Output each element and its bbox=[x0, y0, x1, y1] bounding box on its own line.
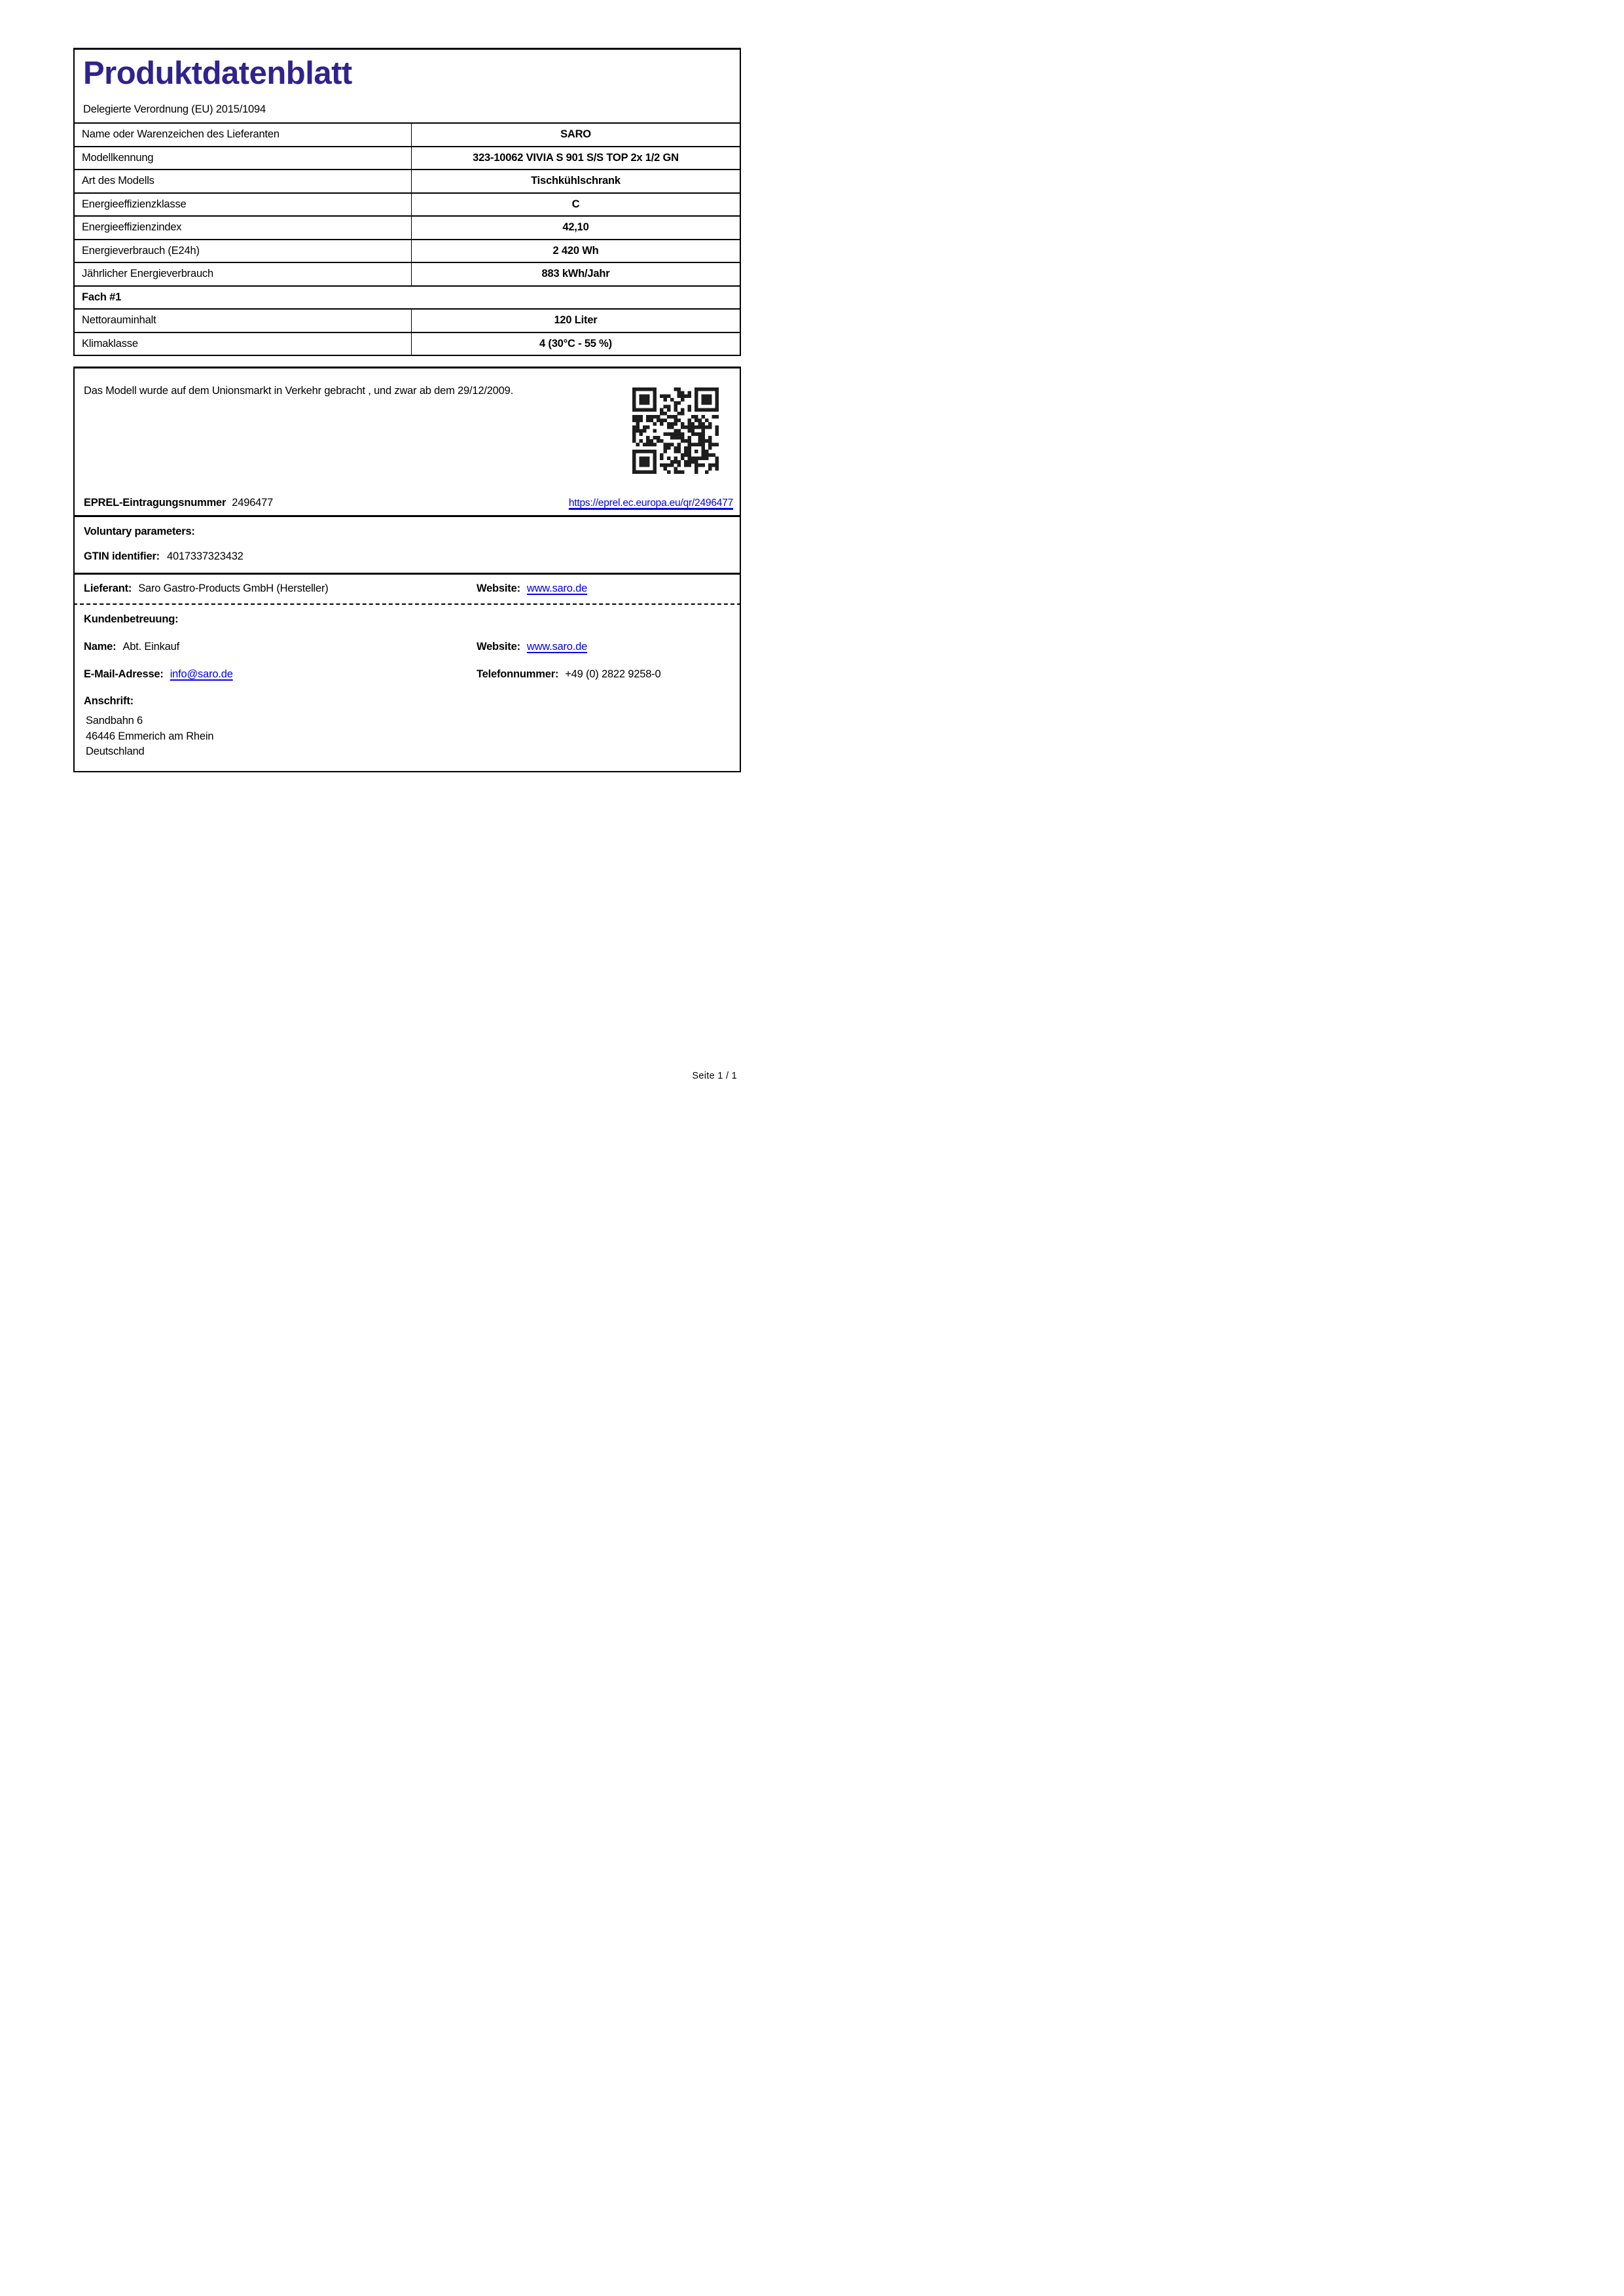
address-block bbox=[84, 695, 731, 760]
support-name-cell bbox=[84, 641, 477, 653]
row-value: 2 420 Wh bbox=[411, 240, 740, 262]
supplier-website-link[interactable]: www.saro.de bbox=[526, 583, 588, 594]
address-lines bbox=[84, 713, 731, 760]
qr-code-icon bbox=[632, 387, 719, 474]
support-website-link[interactable]: www.saro.de bbox=[526, 641, 588, 653]
email-cell bbox=[84, 668, 477, 681]
support-name-row bbox=[84, 641, 731, 653]
gtin-value: 4017337323432 bbox=[166, 550, 244, 562]
page bbox=[0, 0, 812, 1148]
page-title: Produktdatenblatt bbox=[83, 56, 352, 91]
row-label: Klimaklasse bbox=[82, 337, 138, 350]
regulation-subtitle: Delegierte Verordnung (EU) 2015/1094 bbox=[83, 103, 266, 115]
support-website-cell bbox=[477, 641, 731, 653]
row-value: 120 Liter bbox=[411, 310, 740, 332]
page-number: Seite 1 / 1 bbox=[692, 1071, 737, 1081]
row-label: Art des Modells bbox=[82, 175, 154, 187]
supplier-website-cell bbox=[477, 583, 731, 595]
supplier-row bbox=[84, 583, 731, 595]
market-section bbox=[75, 368, 740, 515]
supplier-info-box bbox=[73, 367, 741, 772]
row-value: Tischkühlschrank bbox=[411, 170, 740, 192]
gtin-row bbox=[84, 550, 731, 563]
support-heading-row bbox=[84, 613, 731, 626]
row-label: Energieeffizienzindex bbox=[82, 221, 182, 234]
market-statement: Das Modell wurde auf dem Unionsmarkt in Verkehr gebracht , und zwar ab dem 29/12/2009. bbox=[84, 385, 513, 397]
lieferant-label: Lieferant: bbox=[84, 583, 132, 594]
voluntary-heading: Voluntary parameters: bbox=[84, 526, 195, 537]
row-value: SARO bbox=[411, 124, 740, 146]
table-row bbox=[75, 215, 740, 239]
row-label: Nettorauminhalt bbox=[82, 314, 156, 327]
lieferant-value: Saro Gastro-Products GmbH (Hersteller) bbox=[138, 583, 329, 594]
support-heading: Kundenbetreuung: bbox=[84, 613, 179, 625]
email-label: E-Mail-Adresse: bbox=[84, 668, 164, 680]
name-value: Abt. Einkauf bbox=[122, 641, 180, 653]
dashed-divider bbox=[73, 603, 741, 605]
row-value: 883 kWh/Jahr bbox=[411, 263, 740, 285]
support-contact-row bbox=[84, 668, 731, 681]
eprel-number: 2496477 bbox=[232, 497, 274, 509]
row-label: Energieverbrauch (E24h) bbox=[82, 244, 200, 257]
row-label: Jährlicher Energieverbrauch bbox=[82, 268, 213, 280]
voluntary-section bbox=[75, 515, 740, 573]
phone-cell bbox=[477, 668, 731, 681]
phone-value: +49 (0) 2822 9258-0 bbox=[565, 668, 661, 680]
datasheet-header bbox=[75, 50, 740, 122]
address-line: Sandbahn 6 bbox=[86, 715, 143, 726]
eprel-row bbox=[84, 497, 733, 509]
row-value: 323-10062 VIVIA S 901 S/S TOP 2x 1/2 GN bbox=[411, 147, 740, 170]
name-label: Name: bbox=[84, 641, 117, 653]
support-website-label: Website: bbox=[477, 641, 520, 653]
row-value: C bbox=[411, 194, 740, 216]
table-row bbox=[75, 169, 740, 192]
address-line: 46446 Emmerich am Rhein bbox=[86, 730, 214, 742]
gtin-label: GTIN identifier: bbox=[84, 550, 160, 562]
phone-label: Telefonnummer: bbox=[477, 668, 559, 680]
address-line: Deutschland bbox=[86, 745, 145, 757]
row-label: Modellkennung bbox=[82, 151, 154, 164]
table-row bbox=[75, 239, 740, 262]
address-heading: Anschrift: bbox=[84, 695, 134, 707]
product-datasheet-box bbox=[73, 48, 741, 356]
table-row bbox=[75, 262, 740, 285]
table-row bbox=[75, 146, 740, 170]
section-header-row bbox=[75, 285, 740, 309]
row-label: Energieeffizienzklasse bbox=[82, 198, 187, 210]
table-row bbox=[75, 308, 740, 332]
email-link[interactable]: info@saro.de bbox=[170, 668, 233, 680]
section-header: Fach #1 bbox=[82, 291, 122, 303]
eprel-registration bbox=[84, 497, 273, 509]
row-value: 42,10 bbox=[411, 217, 740, 239]
website-label: Website: bbox=[477, 583, 520, 594]
row-value: 4 (30°C - 55 %) bbox=[411, 333, 740, 355]
table-row bbox=[75, 192, 740, 216]
lieferant-cell bbox=[84, 583, 477, 595]
table-row bbox=[75, 122, 740, 146]
row-label: Name oder Warenzeichen des Lieferanten bbox=[82, 128, 280, 141]
eprel-link[interactable]: https://eprel.ec.europa.eu/qr/2496477 bbox=[568, 497, 733, 509]
contact-section bbox=[75, 573, 740, 771]
eprel-label: EPREL-Eintragungsnummer bbox=[84, 497, 226, 509]
table-row bbox=[75, 332, 740, 355]
